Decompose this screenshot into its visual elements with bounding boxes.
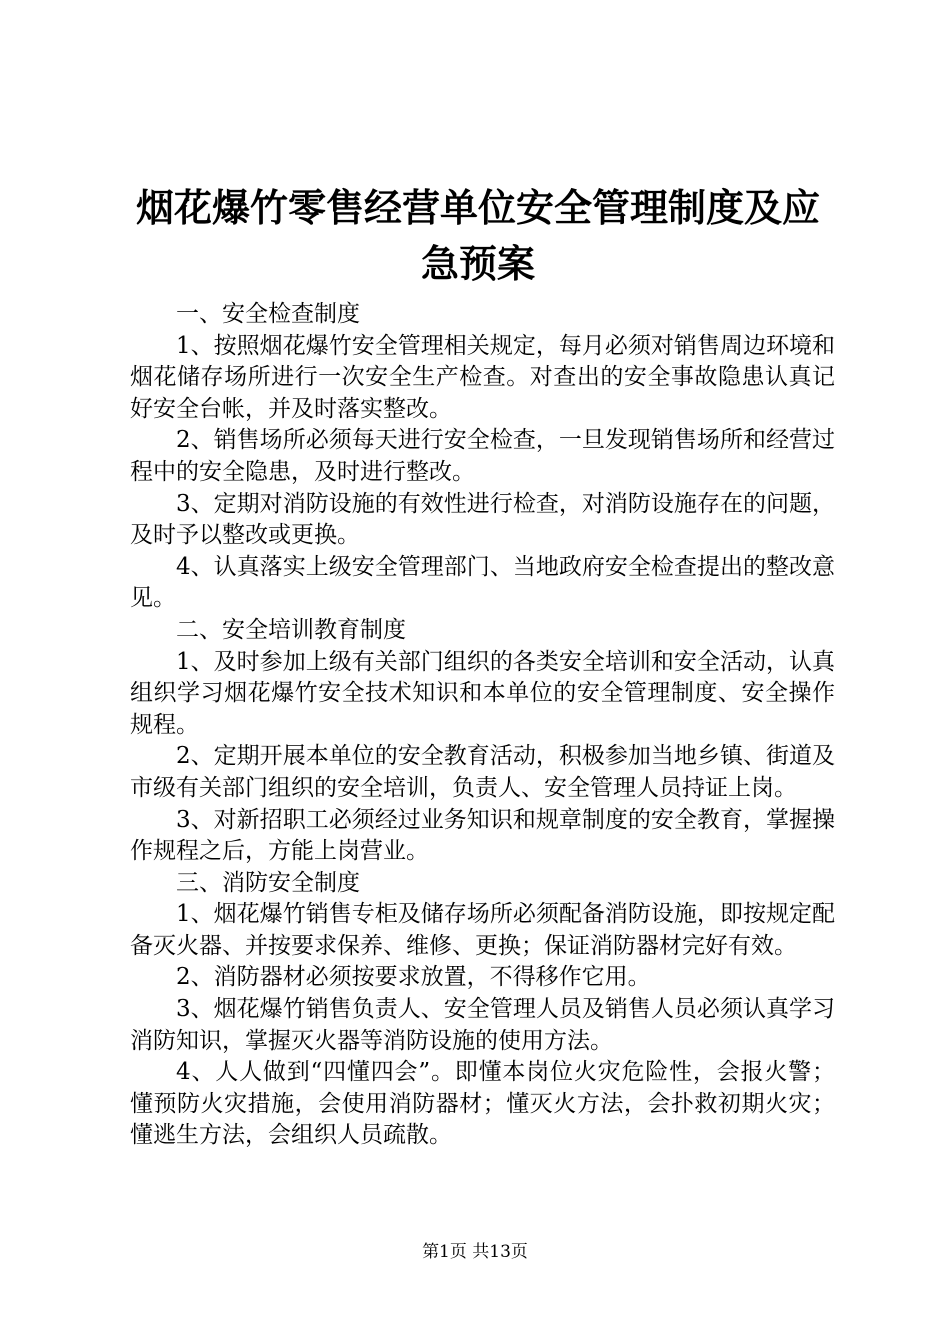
paragraph: 3、烟花爆竹销售负责人、安全管理人员及销售人员必须认真学习消防知识，掌握灭火器等消防设施的使用方法。 [130,996,835,1054]
paragraph: 3、定期对消防设施的有效性进行检查，对消防设施存在的问题，及时予以整改或更换。 [130,490,835,549]
paragraph: 2、消防器材必须按要求放置，不得移作它用。 [176,964,651,991]
section-heading: 二、安全培训教育制度 [176,616,406,643]
paragraph: 4、人人做到“四懂四会”。即懂本岗位火灾危险性，会报火警；懂预防火灾措施，会使用消防器材；懂灭火方法，会扑救初期火灾；懂逃生方法，会组织人员疏散。 [130,1059,835,1149]
page-footer: 第1页 共13页 [422,1242,528,1262]
document-body [130,299,835,1152]
document-title: 烟花爆竹零售经营单位安全管理制度及应急预案 [135,185,820,286]
paragraph: 1、烟花爆竹销售专柜及储存场所必须配备消防设施，即按规定配备灭火器、并按要求保养、维修、更换；保证消防器材完好有效。 [130,901,835,959]
section-heading: 一、安全检查制度 [176,301,360,327]
paragraph: 2、销售场所必须每天进行安全检查，一旦发现销售场所和经营过程中的安全隐患，及时进行整改。 [130,427,835,485]
paragraph: 1、及时参加上级有关部门组织的各类安全培训和安全活动，认真组织学习烟花爆竹安全技术知识和本单位的安全管理制度、安全操作规程。 [130,648,835,738]
paragraph: 4、认真落实上级安全管理部门、当地政府安全检查提出的整改意见。 [130,553,835,612]
paragraph: 1、按照烟花爆竹安全管理相关规定，每月必须对销售周边环境和烟花储存场所进行一次安全生产检查。对查出的安全事故隐患认真记好安全台帐，并及时落实整改。 [130,332,835,422]
paragraph: 2、定期开展本单位的安全教育活动，积极参加当地乡镇、街道及市级有关部门组织的安全培训，负责人、安全管理人员持证上岗。 [130,743,835,801]
section-heading: 三、消防安全制度 [176,869,360,896]
paragraph: 3、对新招职工必须经过业务知识和规章制度的安全教育，掌握操作规程之后，方能上岗营业。 [130,806,835,865]
